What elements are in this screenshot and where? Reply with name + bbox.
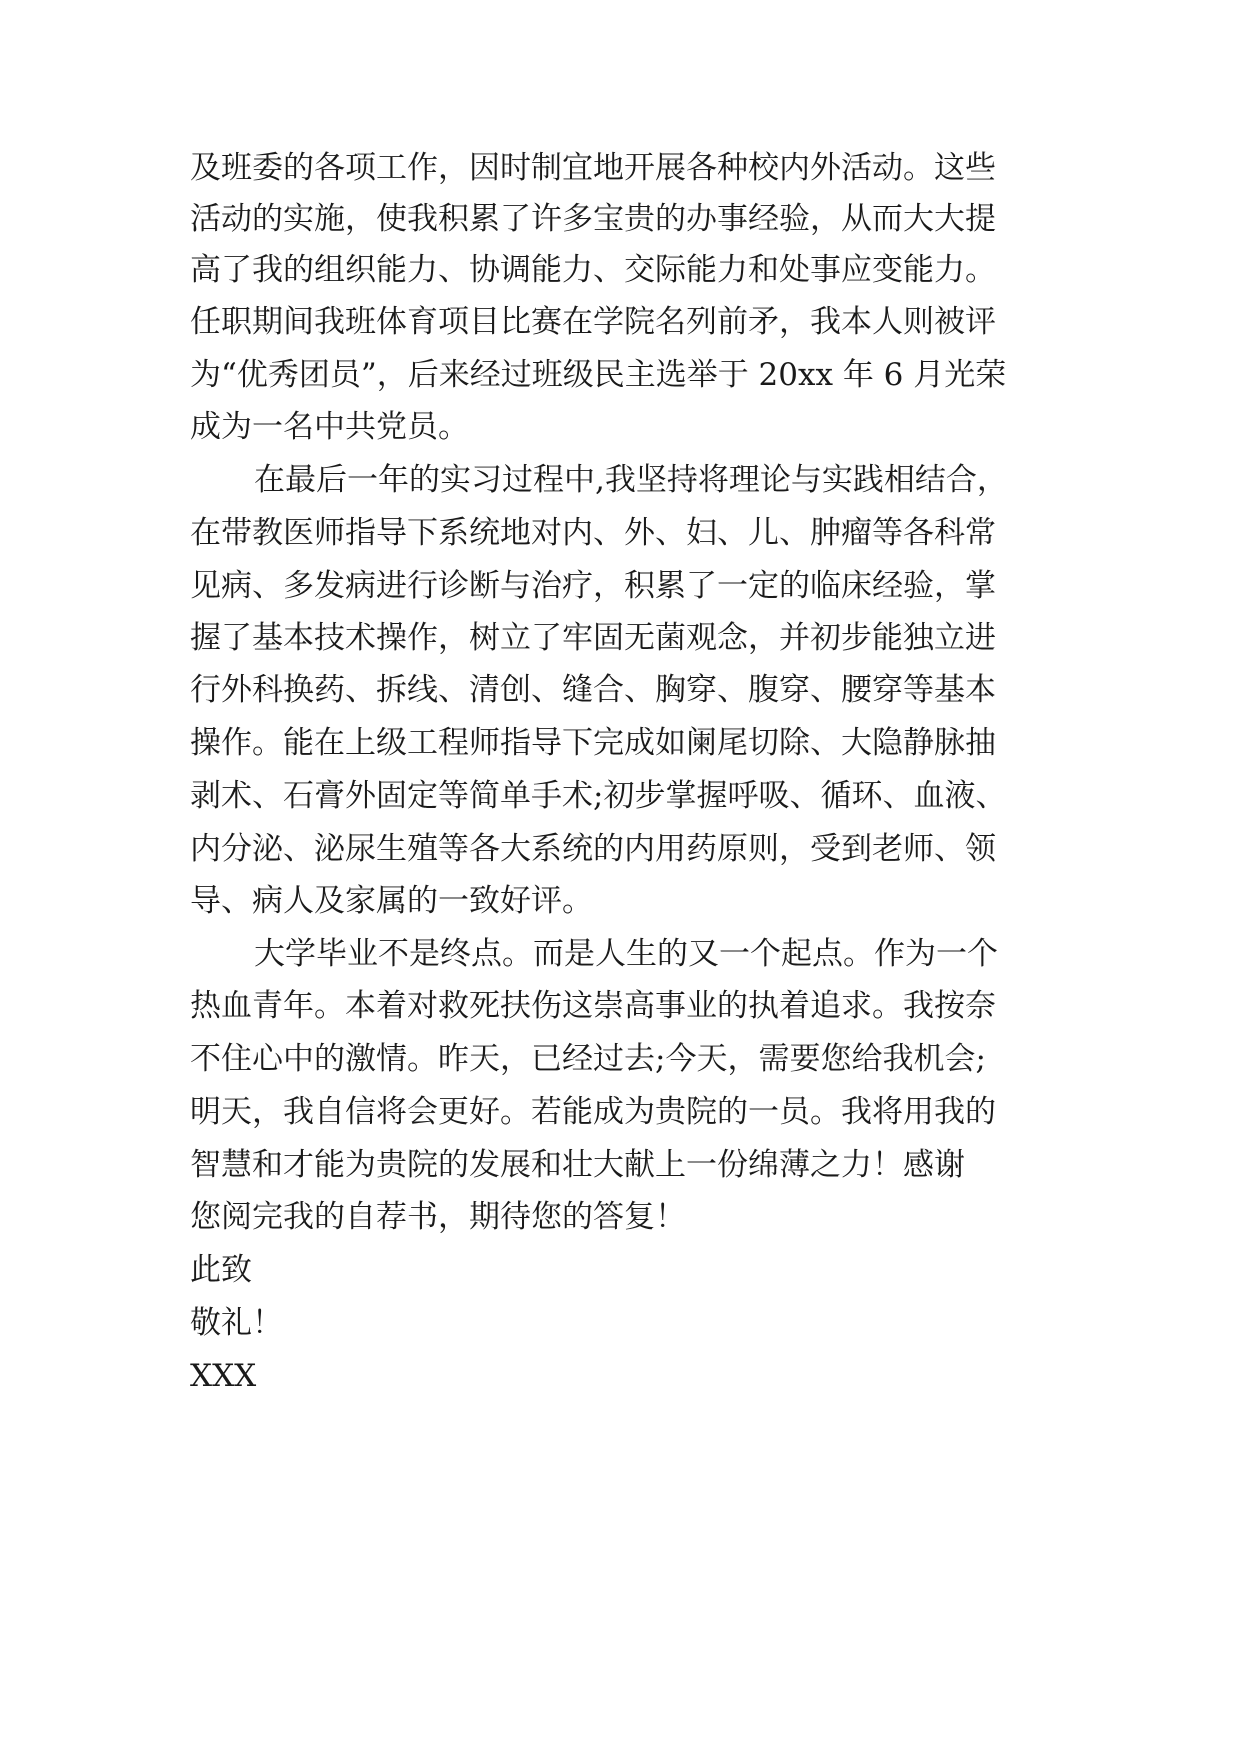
paragraph-2-line-1: 在最后一年的实习过程中,我坚持将理论与实践相结合， [254, 462, 1008, 498]
paragraph-2-line-3: 见病、多发病进行诊断与治疗，积累了一定的临床经验，掌 [190, 568, 996, 604]
paragraph-3-line-4: 明天，我自信将会更好。若能成为贵院的一员。我将用我的 [190, 1094, 996, 1130]
salutation-text: 敬礼！ [190, 1305, 283, 1341]
paragraph-3-line-5: 智慧和才能为贵院的发展和壮大献上一份绵薄之力！感谢 [190, 1147, 965, 1183]
paragraph-2-line-2: 在带教医师指导下系统地对内、外、妇、儿、肿瘤等各科常 [190, 515, 996, 551]
paragraph-3-line-1: 大学毕业不是终点。而是人生的又一个起点。作为一个 [254, 936, 998, 972]
paragraph-2-line-7: 剥术、石膏外固定等简单手术;初步掌握呼吸、循环、血液、 [190, 778, 1007, 814]
paragraph-2-line-9: 导、病人及家属的一致好评。 [190, 883, 593, 919]
paragraph-3-line-3: 不住心中的激情。昨天，已经过去;今天，需要您给我机会; [190, 1041, 986, 1077]
paragraph-1-line-4: 任职期间我班体育项目比赛在学院名列前矛，我本人则被评 [190, 304, 996, 340]
paragraph-2-line-5: 行外科换药、拆线、清创、缝合、胸穿、腹穿、腰穿等基本 [190, 672, 996, 708]
closing-text: 此致 [190, 1252, 252, 1288]
paragraph-3-line-2: 热血青年。本着对救死扶伤这崇高事业的执着追求。我按奈 [190, 988, 996, 1024]
paragraph-3-line-6: 您阅完我的自荐书，期待您的答复！ [190, 1199, 686, 1235]
paragraph-1-line-3: 高了我的组织能力、协调能力、交际能力和处事应变能力。 [190, 252, 996, 288]
paragraph-1-line-5: 为“优秀团员”，后来经过班级民主选举于 20xx 年 6 月光荣 [190, 357, 1007, 393]
paragraph-2-line-4: 握了基本技术操作，树立了牢固无菌观念，并初步能独立进 [190, 620, 996, 656]
paragraph-1-line-2: 活动的实施，使我积累了许多宝贵的办事经验，从而大大提 [190, 201, 996, 237]
paragraph-2-line-8: 内分泌、泌尿生殖等各大系统的内用药原则，受到老师、领 [190, 831, 996, 867]
paragraph-2-line-6: 操作。能在上级工程师指导下完成如阑尾切除、大隐静脉抽 [190, 725, 996, 761]
paragraph-1-line-6: 成为一名中共党员。 [190, 409, 469, 445]
signature-text: XXX [190, 1358, 257, 1394]
paragraph-1-line-1: 及班委的各项工作，因时制宜地开展各种校内外活动。这些 [190, 150, 996, 186]
